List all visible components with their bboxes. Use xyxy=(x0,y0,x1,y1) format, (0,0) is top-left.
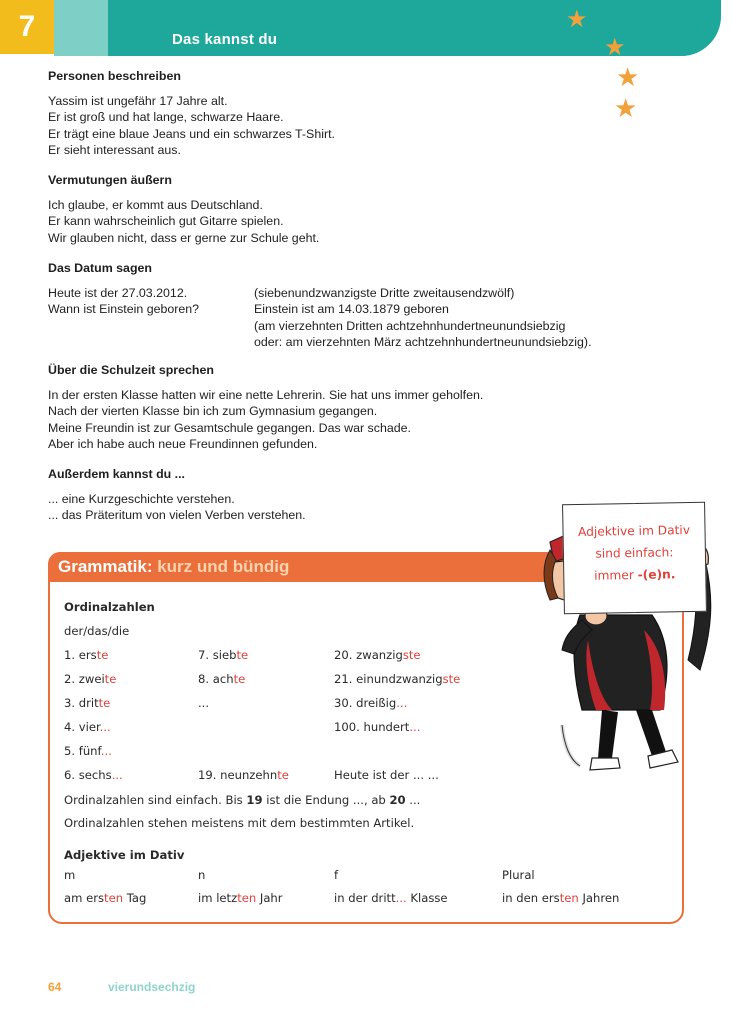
date-row: Heute ist der 27.03.2012. (siebenundzwanzigste Dritte zweitausendzwölf) xyxy=(48,286,515,301)
star-icon: ★ xyxy=(566,6,588,33)
section-ausserdem xyxy=(48,466,648,524)
ordinal-item: 19. neunzehnte xyxy=(198,768,289,782)
ordinal-item: 6. sechs... xyxy=(64,768,123,782)
speech-sign: Adjektive im Dativ sind einfach: immer -(e)n. xyxy=(562,502,707,614)
page-number-word: vierundsechzig xyxy=(108,980,196,994)
star-icon: ★ xyxy=(614,93,638,123)
text-line: Wir glauben nicht, dass er gerne zur Schule geht. xyxy=(48,230,320,245)
section-title: Personen beschreiben xyxy=(48,69,181,83)
text-line: Er trägt eine blaue Jeans und ein schwarzes T-Shirt. xyxy=(48,126,335,141)
ordinal-rule: Ordinalzahlen sind einfach. Bis 19 ist die Endung ..., ab 20 ... xyxy=(64,793,421,807)
section-title: Vermutungen äußern xyxy=(48,173,172,187)
text-line: Er sieht interessant aus. xyxy=(48,142,181,157)
ordinal-rule: Ordinalzahlen stehen meistens mit dem bestimmten Artikel. xyxy=(64,816,415,830)
dativ-example: im letzten Jahr xyxy=(198,891,283,905)
text-line: Ich glaube, er kommt aus Deutschland. xyxy=(48,198,263,213)
ordinal-item: 1. erste xyxy=(64,648,109,662)
section-title: Über die Schulzeit sprechen xyxy=(48,363,214,377)
ordinal-title: Ordinalzahlen xyxy=(64,600,155,614)
text-line: Yassim ist ungefähr 17 Jahre alt. xyxy=(48,94,228,109)
dativ-title: Adjektive im Dativ xyxy=(64,848,185,862)
dativ-head: Plural xyxy=(502,868,535,882)
ordinal-item: 3. dritte xyxy=(64,696,111,710)
ordinal-article: der/das/die xyxy=(64,624,130,638)
ordinal-item: 20. zwanzigste xyxy=(334,648,421,662)
text-line: Meine Freundin ist zur Gesamtschule gegangen. Das war schade. xyxy=(48,420,411,435)
ordinal-item: 5. fünf... xyxy=(64,744,112,758)
text-line: ... das Präteritum von vielen Verben verstehen. xyxy=(48,508,306,523)
page-number: 64 xyxy=(48,980,62,994)
text-line: Aber ich habe auch neue Freundinnen gefunden. xyxy=(48,436,318,451)
ordinal-item: ... xyxy=(198,696,210,710)
section-personen xyxy=(48,68,648,158)
ordinal-item: 30. dreißig... xyxy=(334,696,408,710)
date-row: Wann ist Einstein geboren? Einstein ist am 14.03.1879 geboren xyxy=(48,302,449,317)
dativ-example: am ersten Tag xyxy=(64,891,147,905)
dativ-example: in der dritt... Klasse xyxy=(334,891,448,905)
section-title: Außerdem kannst du ... xyxy=(48,467,186,481)
ordinal-item: 8. achte xyxy=(198,672,246,686)
ordinal-item: 100. hundert... xyxy=(334,720,421,734)
text-line: ... eine Kurzgeschichte verstehen. xyxy=(48,492,235,507)
date-row: oder: am vierzehnten März achtzehnhundertneunundsiebzig). xyxy=(254,334,592,349)
text-line: Er ist groß und hat lange, schwarze Haare. xyxy=(48,110,284,125)
section-title: Das Datum sagen xyxy=(48,261,152,275)
text-line: Nach der vierten Klasse bin ich zum Gymnasium gegangen. xyxy=(48,404,378,419)
chapter-number: 7 xyxy=(0,0,54,54)
grammar-title: Grammatik: kurz und bündig xyxy=(58,557,290,576)
page-title: Das kannst du xyxy=(172,31,278,48)
text-line: In der ersten Klasse hatten wir eine nette Lehrerin. Sie hat uns immer geholfen. xyxy=(48,388,484,403)
ordinal-item: 2. zweite xyxy=(64,672,117,686)
ordinal-item: 4. vier... xyxy=(64,720,111,734)
text-line: Er kann wahrscheinlich gut Gitarre spielen. xyxy=(48,214,284,229)
section-schulzeit xyxy=(48,362,648,452)
section-vermutungen xyxy=(48,172,648,246)
dativ-head: f xyxy=(334,868,339,882)
ordinal-item: 7. siebte xyxy=(198,648,249,662)
ordinal-item: Heute ist der ... ... xyxy=(334,768,439,782)
star-icon: ★ xyxy=(616,62,640,92)
ordinal-item: 21. einundzwanzigste xyxy=(334,672,461,686)
dativ-head: m xyxy=(64,868,76,882)
star-icon: ★ xyxy=(604,34,626,61)
dativ-head: n xyxy=(198,868,206,882)
dativ-example: in den ersten Jahren xyxy=(502,891,620,905)
date-row: (am vierzehnten Dritten achtzehnhundertneunundsiebzig xyxy=(254,318,566,333)
section-datum xyxy=(48,260,648,350)
